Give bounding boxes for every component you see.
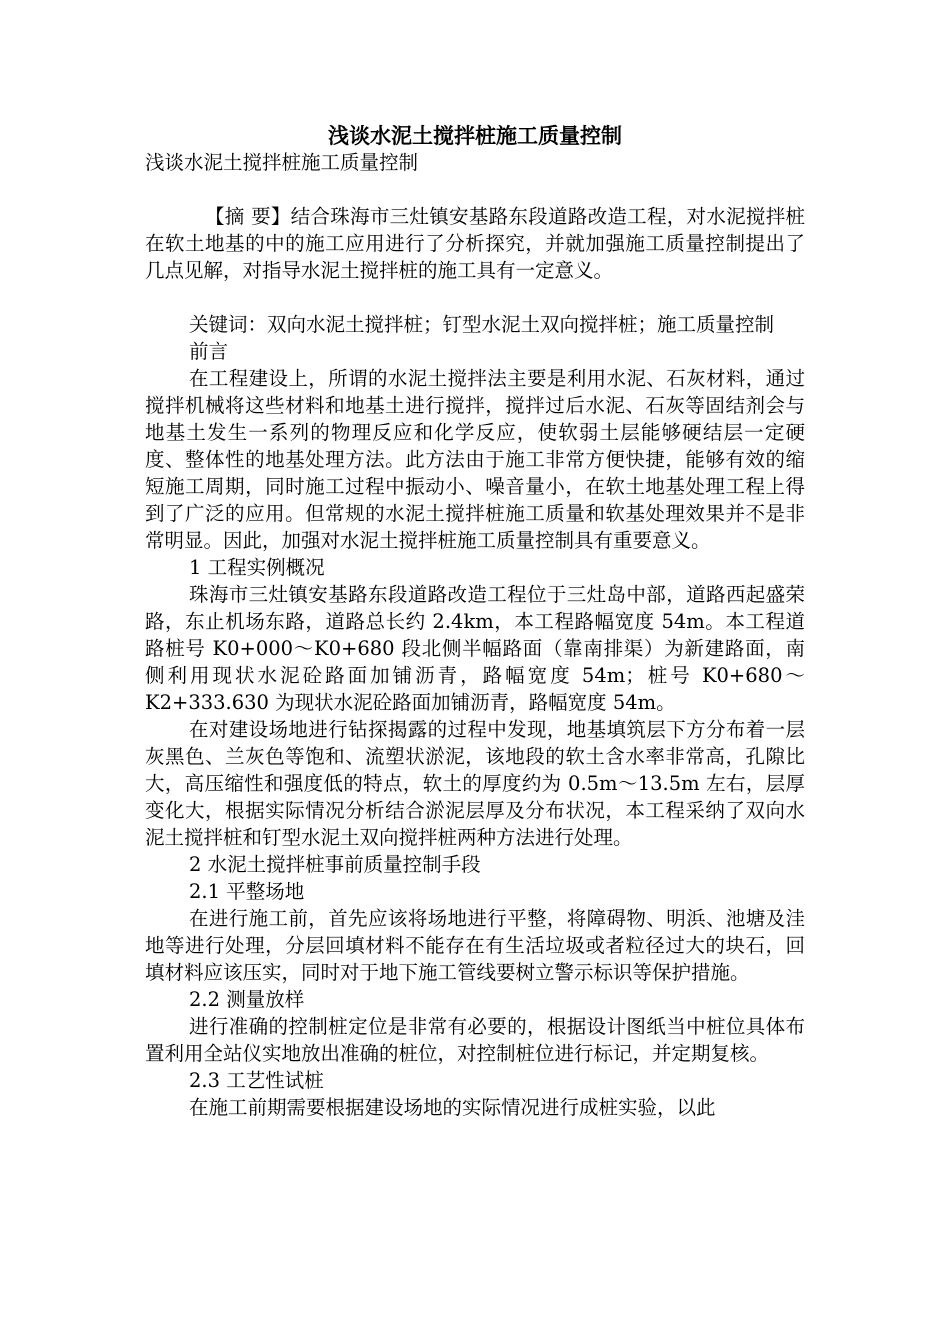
spacer: [145, 176, 805, 203]
section-1-paragraph-1: 珠海市三灶镇安基路东段道路改造工程位于三灶岛中部，道路西起盛荣路，东止机场东路，道路总长约 2.4km，本工程路幅宽度 54m。本工程道路桩号 K0+000～K0+680 段北侧半幅路面（靠南排渠）为新建路面，南侧利用现状水泥砼路面加铺沥青，路幅宽度 54m；桩号 K0+680～K2+333.630 为现状水泥砼路面加铺沥青，路幅宽度 54m。: [145, 583, 805, 714]
preface-heading: 前言: [189, 340, 229, 363]
spacer: [145, 284, 805, 311]
section-2-heading: 2 水泥土搅拌桩事前质量控制手段: [189, 853, 481, 876]
section-2-2-heading: 2.2 测量放样: [189, 988, 305, 1011]
document-body: [145, 149, 805, 1121]
keywords-paragraph: 关键词：双向水泥土搅拌桩；钉型水泥土双向搅拌桩；施工质量控制: [189, 313, 775, 336]
abstract-paragraph: 【摘 要】结合珠海市三灶镇安基路东段道路改造工程，对水泥搅拌桩在软土地基的中的施工应用进行了分析探究，并就加强施工质量控制提出了几点见解，对指导水泥土搅拌桩的施工具有一定意义。: [145, 205, 805, 282]
section-2-2-paragraph: 进行准确的控制桩定位是非常有必要的，根据设计图纸当中桩位具体布置利用全站仪实地放出准确的桩位，对控制桩位进行标记，并定期复核。: [145, 1015, 805, 1065]
section-1-paragraph-2: 在对建设场地进行钻探揭露的过程中发现，地基填筑层下方分布着一层灰黑色、兰灰色等饱和、流塑状淤泥，该地段的软土含水率非常高，孔隙比大，高压缩性和强度低的特点，软土的厚度约为 0.5m～13.5m 左右，层厚变化大，根据实际情况分析结合淤泥层厚及分布状况，本工程采纳了双向水泥土搅拌桩和钉型水泥土双向搅拌桩两种方法进行处理。: [145, 718, 805, 849]
section-2-1-paragraph: 在进行施工前，首先应该将场地进行平整，将障碍物、明浜、池塘及洼地等进行处理，分层回填材料不能存在有生活垃圾或者粒径过大的块石，回填材料应该压实，同时对于地下施工管线要树立警示标识等保护措施。: [145, 907, 805, 984]
preface-paragraph: 在工程建设上，所谓的水泥土搅拌法主要是利用水泥、石灰材料，通过搅拌机械将这些材料和地基土进行搅拌，搅拌过后水泥、石灰等固结剂会与地基土发生一系列的物理反应和化学反应，使软弱土层能够硬结层一定硬度、整体性的地基处理方法。此方法由于施工非常方便快捷，能够有效的缩短施工周期，同时施工过程中振动小、噪音量小，在软土地基处理工程上得到了广泛的应用。但常规的水泥土搅拌桩施工质量和软基处理效果并不是非常明显。因此，加强对水泥土搅拌桩施工质量控制具有重要意义。: [145, 367, 805, 552]
document-title: 浅谈水泥土搅拌桩施工质量控制: [328, 123, 622, 148]
section-1-heading: 1 工程实例概况: [189, 556, 325, 579]
section-2-3-paragraph: 在施工前期需要根据建设场地的实际情况进行成桩实验，以此: [189, 1096, 716, 1119]
document-subtitle: 浅谈水泥土搅拌桩施工质量控制: [145, 151, 419, 174]
section-2-1-heading: 2.1 平整场地: [189, 880, 305, 903]
section-2-3-heading: 2.3 工艺性试桩: [189, 1069, 324, 1092]
